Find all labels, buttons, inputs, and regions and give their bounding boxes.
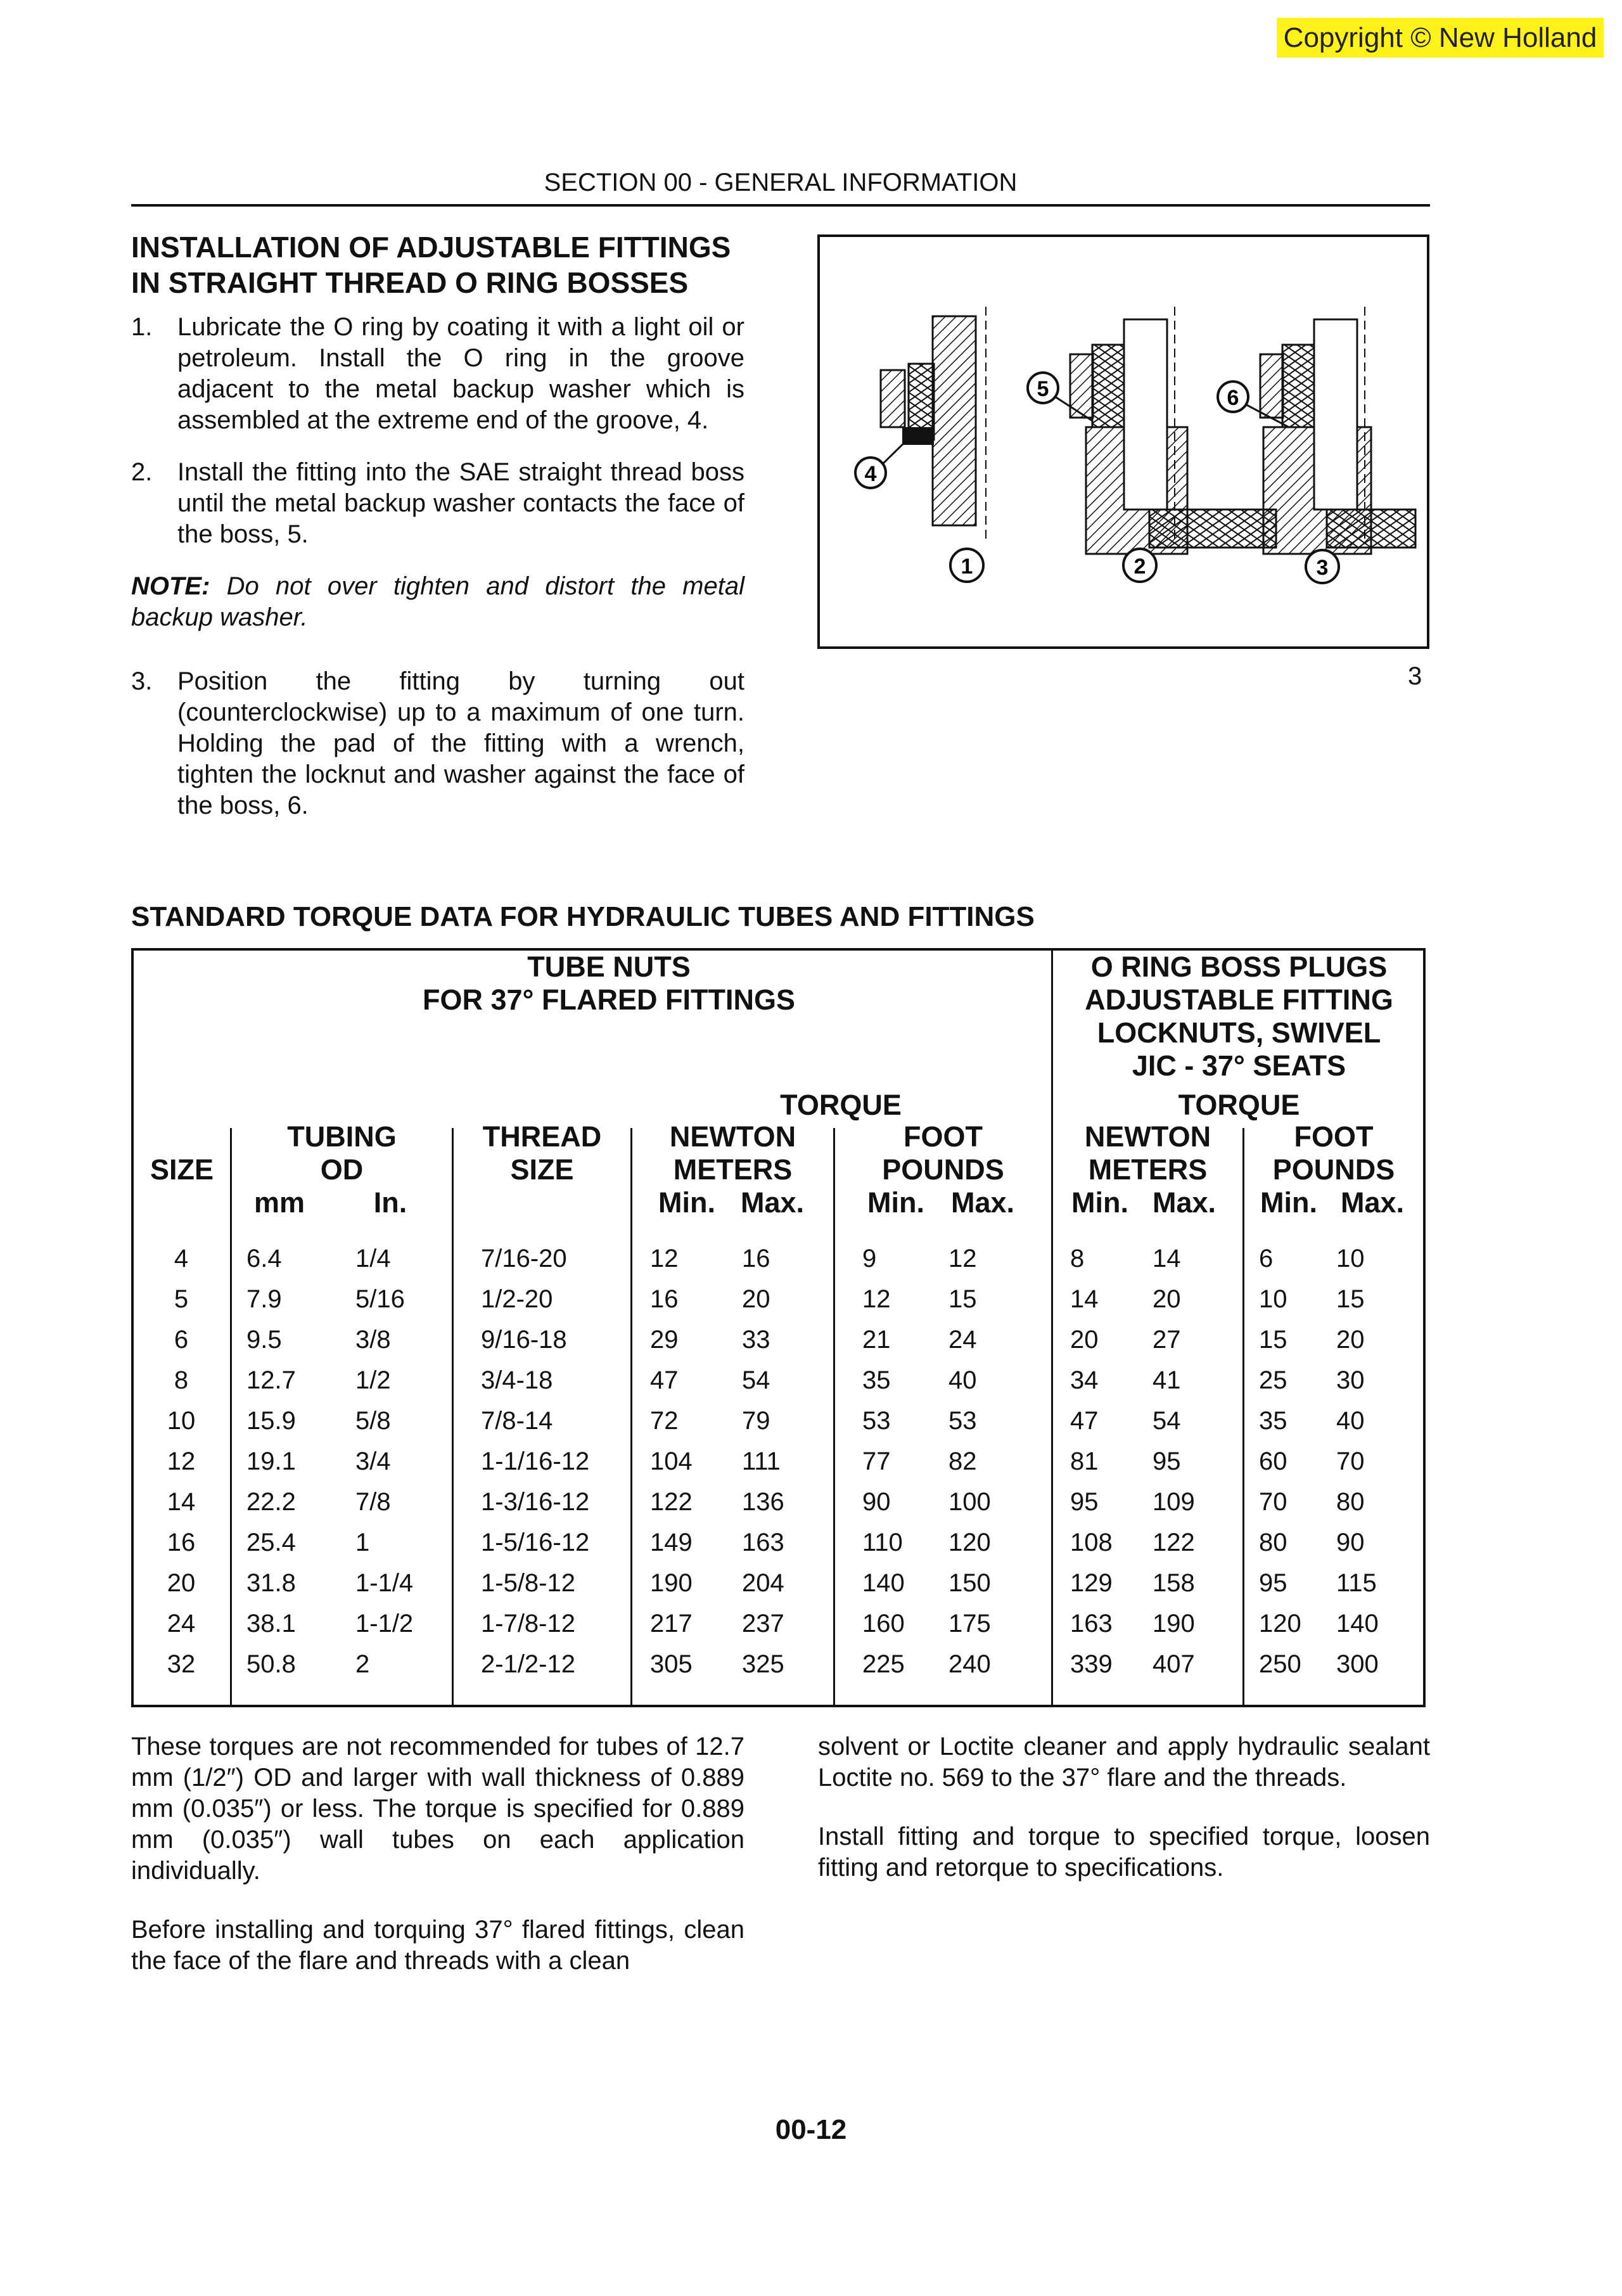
step-text: Install the fitting into the SAE straight thread boss until the metal backup washer contacts the face of the boss, 5. (177, 458, 744, 548)
table-cell: 129 (1070, 1569, 1113, 1597)
page-number: 00-12 (775, 2114, 847, 2145)
table-cell: 8 (1070, 1245, 1085, 1273)
table-cell: 70 (1259, 1488, 1287, 1516)
col-header-foot-right: FOOT POUNDS (1272, 1120, 1395, 1186)
table-cell: 140 (1336, 1610, 1379, 1638)
svg-text:3: 3 (1316, 556, 1329, 580)
table-cell: 4 (174, 1245, 189, 1273)
table-cell: 237 (742, 1610, 784, 1638)
table-cell: 10 (1336, 1245, 1365, 1273)
table-cell: 22.2 (246, 1488, 296, 1516)
table-cell: 122 (650, 1488, 693, 1516)
table-cell: 217 (650, 1610, 693, 1638)
table-cell: 20 (1070, 1326, 1099, 1354)
col-header-mm: mm (253, 1186, 305, 1219)
install-instructions (131, 229, 744, 842)
table-cell: 305 (650, 1650, 693, 1678)
table-cell: 104 (650, 1447, 693, 1475)
table-cell: 6 (174, 1326, 189, 1354)
table-cell: 80 (1259, 1529, 1287, 1556)
copyright-banner: Copyright © New Holland (1277, 18, 1604, 58)
table-cell: 325 (742, 1650, 784, 1678)
bottom-left-text (131, 1731, 744, 2004)
callout-2 (1123, 549, 1156, 582)
table-cell: 175 (948, 1610, 991, 1638)
col-header-foot-left: FOOT POUNDS (882, 1120, 1004, 1186)
table-cell: 120 (1259, 1610, 1301, 1638)
step-number: 2. (131, 458, 153, 486)
table-row (134, 1447, 1423, 1488)
install-heading: INSTALLATION OF ADJUSTABLE FITTINGS IN STRAIGHT THREAD O RING BOSSES (131, 231, 731, 299)
figure-number: 3 (1408, 662, 1422, 690)
torque-heading: STANDARD TORQUE DATA FOR HYDRAULIC TUBES AND FITTINGS (131, 901, 1035, 932)
table-cell: 158 (1153, 1569, 1195, 1597)
table-row (134, 1366, 1423, 1407)
table-cell: 6 (1259, 1245, 1274, 1273)
table-cell: 12 (650, 1245, 679, 1273)
table-row (134, 1407, 1423, 1447)
table-cell: 1/2-20 (481, 1285, 553, 1313)
table-cell: 1-1/16-12 (481, 1447, 590, 1475)
table-cell: 20 (1153, 1285, 1181, 1313)
table-cell: 110 (862, 1529, 903, 1556)
step-2 (131, 457, 744, 550)
table-cell: 82 (948, 1447, 977, 1475)
step-text: Lubricate the O ring by coating it with a light oil or petroleum. Install the O ring in the groove adjacent to the metal backup washer which is assembled at the extreme end of the groove, 4. (177, 313, 744, 434)
table-cell: 40 (1336, 1407, 1365, 1435)
table-row (134, 1326, 1423, 1366)
table-cell: 14 (1153, 1245, 1181, 1273)
table-cell: 53 (862, 1407, 891, 1435)
table-cell: 20 (742, 1285, 770, 1313)
callout-3 (1306, 550, 1339, 583)
col-header-min: Min. (867, 1186, 924, 1219)
table-cell: 95 (1259, 1569, 1287, 1597)
table-cell: 1/2 (355, 1366, 391, 1394)
table-cell: 240 (948, 1650, 991, 1678)
table-cell: 34 (1070, 1366, 1099, 1394)
table-cell: 15 (1336, 1285, 1365, 1313)
svg-text:4: 4 (864, 462, 877, 486)
callout-1 (950, 549, 983, 582)
table-cell: 150 (948, 1569, 991, 1597)
paragraph: solvent or Loctite cleaner and apply hydraulic sealant Loctite no. 569 to the 37° flare and the threads. (818, 1733, 1430, 1792)
table-cell: 7/8 (355, 1488, 391, 1516)
table-cell: 407 (1153, 1650, 1195, 1678)
table-cell: 5/8 (355, 1407, 391, 1435)
step-3 (131, 666, 744, 821)
table-row (134, 1529, 1423, 1569)
table-cell: 81 (1070, 1447, 1099, 1475)
table-cell: 108 (1070, 1529, 1113, 1556)
table-cell: 1-1/4 (355, 1569, 414, 1597)
note-text: Do not over tighten and distort the metal backup washer. (131, 572, 744, 631)
table-cell: 1/4 (355, 1245, 391, 1273)
table-cell: 25 (1259, 1366, 1287, 1394)
step-1 (131, 312, 744, 436)
table-cell: 140 (862, 1569, 905, 1597)
step-number: 1. (131, 313, 153, 341)
table-cell: 72 (650, 1407, 679, 1435)
table-cell: 70 (1336, 1447, 1365, 1475)
table-cell: 122 (1153, 1529, 1195, 1556)
table-cell: 31.8 (246, 1569, 296, 1597)
table-cell: 1-1/2 (355, 1610, 414, 1638)
table-cell: 47 (1070, 1407, 1099, 1435)
svg-text:6: 6 (1227, 386, 1239, 410)
col-header-tubing-od: TUBING OD (287, 1120, 397, 1186)
table-cell: 15 (948, 1285, 977, 1313)
table-cell: 5 (174, 1285, 189, 1313)
svg-text:5: 5 (1037, 377, 1049, 401)
table-cell: 7/8-14 (481, 1407, 553, 1435)
torque-table (131, 948, 1426, 1707)
col-header-min: Min. (1071, 1186, 1128, 1219)
table-cell: 8 (174, 1366, 189, 1394)
note (131, 571, 744, 633)
table-cell: 95 (1070, 1488, 1099, 1516)
col-header-size: SIZE (150, 1153, 214, 1186)
table-cell: 60 (1259, 1447, 1287, 1475)
paragraph: These torques are not recommended for tubes of 12.7 mm (1/2″) OD and larger with wall thickness of 0.889 mm (0.035″) or less. The torque is specified for 0.889 mm (0.035″) wall tubes on each application individually. (131, 1733, 744, 1885)
table-cell: 14 (167, 1488, 196, 1516)
table-cell: 15 (1259, 1326, 1287, 1354)
table-cell: 20 (1336, 1326, 1365, 1354)
table-cell: 53 (948, 1407, 977, 1435)
table-cell: 163 (1070, 1610, 1113, 1638)
col-header-max: Max. (1152, 1186, 1216, 1219)
table-cell: 109 (1153, 1488, 1195, 1516)
torque-label-left: TORQUE (780, 1089, 902, 1121)
table-cell: 14 (1070, 1285, 1099, 1313)
table-cell: 50.8 (246, 1650, 296, 1678)
fitting-3-drawing (1260, 307, 1415, 554)
table-cell: 10 (167, 1407, 196, 1435)
table-cell: 90 (862, 1488, 891, 1516)
table-cell: 80 (1336, 1488, 1365, 1516)
paragraph: Install fitting and torque to specified torque, loosen fitting and retorque to specifications. (818, 1823, 1430, 1882)
table-cell: 250 (1259, 1650, 1301, 1678)
table-cell: 136 (742, 1488, 784, 1516)
table-cell: 20 (167, 1569, 196, 1597)
table-row (134, 1569, 1423, 1610)
table-cell: 9.5 (246, 1326, 282, 1354)
table-cell: 24 (948, 1326, 977, 1354)
table-cell: 38.1 (246, 1610, 296, 1638)
group-header-tube-nuts: TUBE NUTS FOR 37° FLARED FITTINGS (422, 951, 795, 1016)
table-cell: 1-7/8-12 (481, 1610, 575, 1638)
table-cell: 12 (948, 1245, 977, 1273)
table-cell: 3/4-18 (481, 1366, 553, 1394)
table-cell: 7.9 (246, 1285, 282, 1313)
table-cell: 190 (650, 1569, 693, 1597)
torque-label-right: TORQUE (1178, 1089, 1300, 1121)
table-cell: 111 (742, 1447, 781, 1475)
table-cell: 25.4 (246, 1529, 296, 1556)
callout-6 (1218, 382, 1248, 412)
col-header-min: Min. (658, 1186, 715, 1219)
table-cell: 3/4 (355, 1447, 391, 1475)
table-row (134, 1488, 1423, 1529)
table-cell: 3/8 (355, 1326, 391, 1354)
table-cell: 6.4 (246, 1245, 282, 1273)
section-header: SECTION 00 - GENERAL INFORMATION (544, 169, 1018, 196)
table-cell: 32 (167, 1650, 196, 1678)
table-cell: 54 (1153, 1407, 1181, 1435)
table-cell: 204 (742, 1569, 784, 1597)
group-header-o-ring: O RING BOSS PLUGS ADJUSTABLE FITTING LOCKNUTS, SWIVEL JIC - 37° SEATS (1085, 951, 1393, 1082)
fitting-1-drawing (881, 307, 986, 541)
col-header-newton-left: NEWTON METERS (669, 1120, 796, 1186)
table-cell: 30 (1336, 1366, 1365, 1394)
table-cell: 225 (862, 1650, 905, 1678)
col-header-min: Min. (1260, 1186, 1317, 1219)
fitting-illustration (817, 234, 1429, 649)
table-cell: 1-5/16-12 (481, 1529, 590, 1556)
table-cell: 79 (742, 1407, 770, 1435)
table-cell: 1-5/8-12 (481, 1569, 575, 1597)
table-row (134, 1285, 1423, 1326)
table-cell: 1 (355, 1529, 370, 1556)
table-cell: 95 (1153, 1447, 1181, 1475)
col-header-thread-size: THREAD SIZE (482, 1120, 602, 1186)
table-cell: 12.7 (246, 1366, 296, 1394)
table-cell: 100 (948, 1488, 991, 1516)
table-cell: 160 (862, 1610, 905, 1638)
col-header-newton-right: NEWTON METERS (1084, 1120, 1211, 1186)
svg-text:2: 2 (1133, 555, 1146, 579)
table-cell: 12 (862, 1285, 891, 1313)
fitting-diagram-svg (820, 237, 1427, 646)
callout-4 (855, 458, 886, 488)
table-cell: 29 (650, 1326, 679, 1354)
table-cell: 1-3/16-12 (481, 1488, 590, 1516)
table-row (134, 1245, 1423, 1285)
table-cell: 9/16-18 (481, 1326, 567, 1354)
table-cell: 54 (742, 1366, 770, 1394)
table-cell: 16 (650, 1285, 679, 1313)
table-cell: 190 (1153, 1610, 1195, 1638)
table-cell: 5/16 (355, 1285, 405, 1313)
table-cell: 300 (1336, 1650, 1379, 1678)
table-cell: 16 (742, 1245, 770, 1273)
table-cell: 12 (167, 1447, 196, 1475)
table-cell: 21 (862, 1326, 891, 1354)
table-row (134, 1610, 1423, 1650)
table-cell: 35 (862, 1366, 891, 1394)
table-cell: 41 (1153, 1366, 1181, 1394)
table-cell: 90 (1336, 1529, 1365, 1556)
table-cell: 120 (948, 1529, 991, 1556)
table-cell: 77 (862, 1447, 891, 1475)
table-cell: 47 (650, 1366, 679, 1394)
table-cell: 7/16-20 (481, 1245, 567, 1273)
paragraph: Before installing and torquing 37° flared fittings, clean the face of the flare and threads with a clean (131, 1916, 744, 1975)
table-row (134, 1650, 1423, 1691)
table-cell: 149 (650, 1529, 693, 1556)
col-header-max: Max. (1340, 1186, 1405, 1219)
svg-text:1: 1 (961, 555, 973, 579)
table-cell: 40 (948, 1366, 977, 1394)
col-header-in: In. (373, 1186, 407, 1219)
table-cell: 35 (1259, 1407, 1287, 1435)
callout-5 (1028, 373, 1058, 403)
table-cell: 9 (862, 1245, 877, 1273)
table-cell: 2-1/2-12 (481, 1650, 575, 1678)
table-cell: 16 (167, 1529, 196, 1556)
table-cell: 24 (167, 1610, 196, 1638)
table-cell: 163 (742, 1529, 784, 1556)
table-cell: 27 (1153, 1326, 1181, 1354)
table-cell: 339 (1070, 1650, 1113, 1678)
col-header-max: Max. (740, 1186, 805, 1219)
table-cell: 33 (742, 1326, 770, 1354)
table-cell: 15.9 (246, 1407, 296, 1435)
fitting-2-drawing (1070, 307, 1276, 554)
bottom-right-text (818, 1731, 1430, 1911)
table-cell: 2 (355, 1650, 370, 1678)
table-cell: 19.1 (246, 1447, 296, 1475)
table-cell: 10 (1259, 1285, 1287, 1313)
table-cell: 115 (1336, 1569, 1377, 1597)
header-rule (131, 204, 1430, 207)
note-label: NOTE: (131, 572, 210, 600)
step-number: 3. (131, 667, 153, 695)
step-text: Position the fitting by turning out (counterclockwise) up to a maximum of one turn. Holding the pad of the fitting with a wrench, tighten the locknut and washer against the face of the boss, 6. (177, 667, 744, 819)
col-header-max: Max. (950, 1186, 1015, 1219)
